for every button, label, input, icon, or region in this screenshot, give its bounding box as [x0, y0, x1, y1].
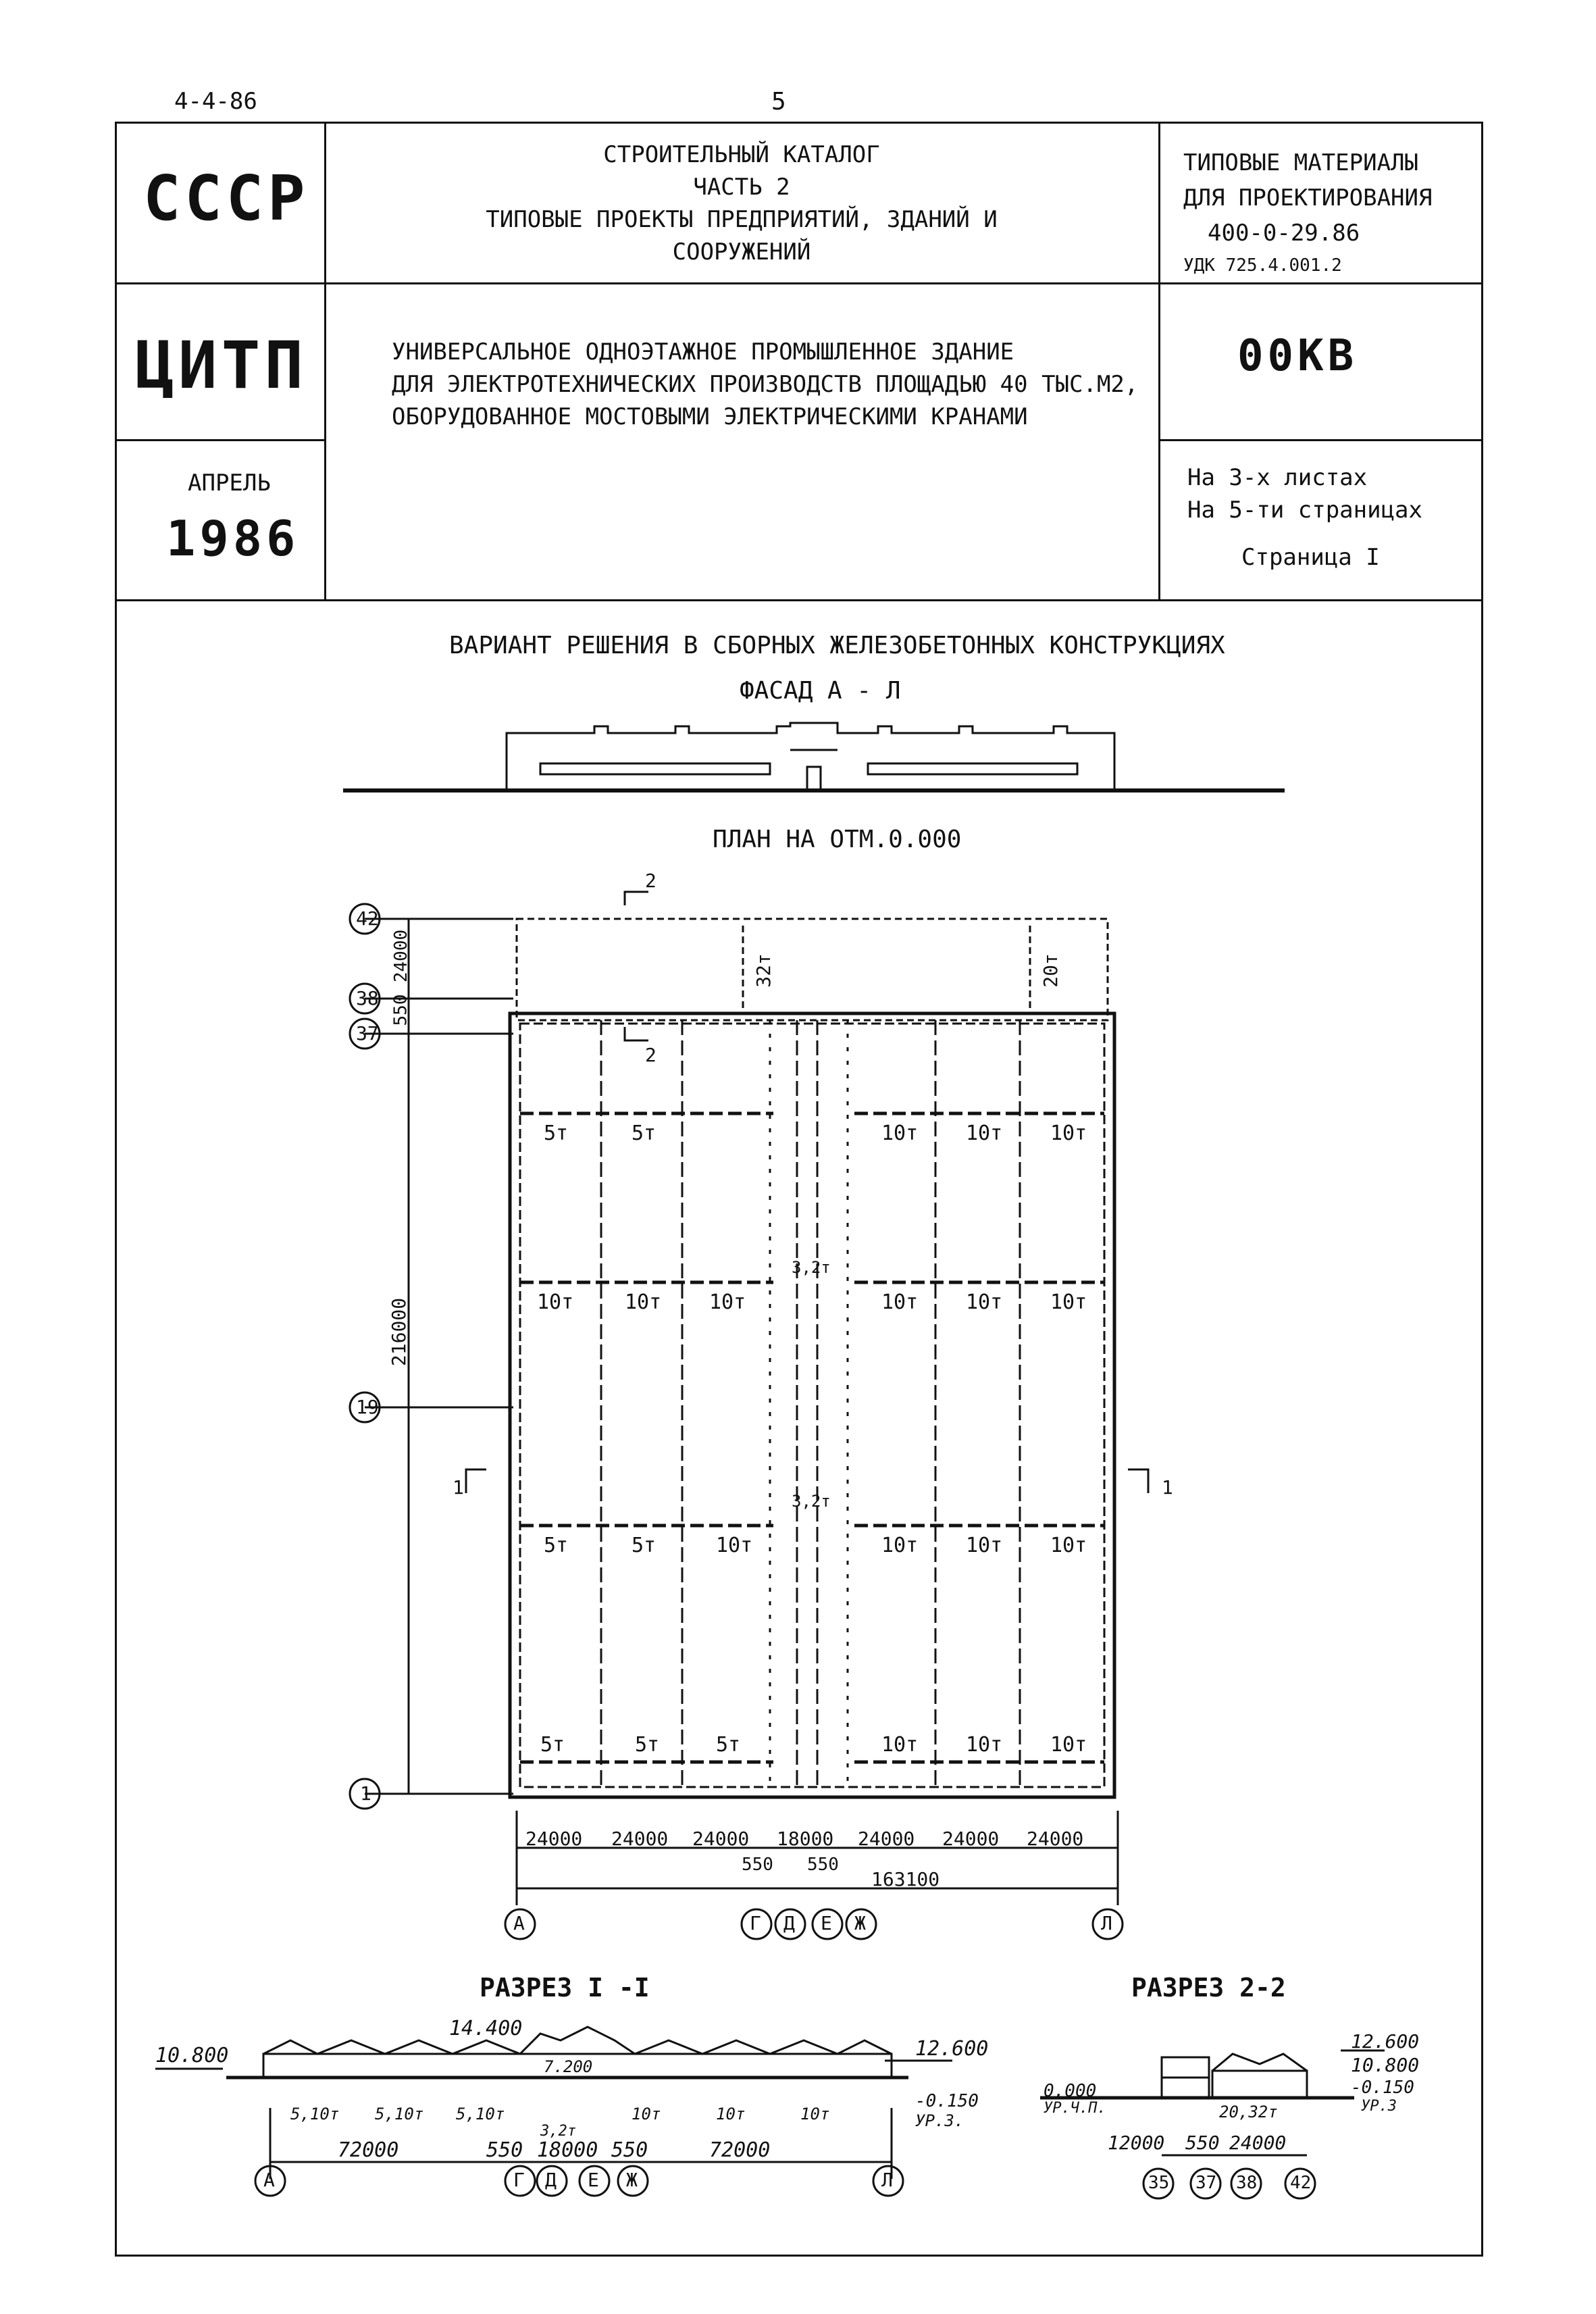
facade-elevation: [343, 723, 1285, 790]
dimension: 24000: [1229, 2132, 1287, 2154]
materials-line: ТИПОВЫЕ МАТЕРИАЛЫ: [1183, 149, 1418, 176]
crane-label: 10т: [716, 1534, 753, 1557]
page-number: 5: [771, 88, 786, 116]
axis-label: Д: [783, 1912, 795, 1934]
year-label: 1986: [166, 510, 300, 567]
crane-label: 10т: [625, 1290, 662, 1314]
institute-label: ЦИТП: [135, 328, 308, 403]
crane-label: 10т: [1050, 1534, 1087, 1557]
axis-label: 1: [360, 1782, 371, 1805]
axis-label: 19: [356, 1396, 379, 1418]
crane-label: 10т: [881, 1534, 919, 1557]
level-label: -0.150: [915, 2091, 979, 2111]
page-label: Страница I: [1241, 544, 1380, 571]
facade-title: ФАСАД А - Л: [740, 677, 901, 705]
project-code: 00КВ: [1237, 331, 1358, 381]
crane-label: 5,10т: [375, 2105, 424, 2123]
section-mark: 2: [645, 870, 657, 892]
axis-label: Г: [750, 1912, 761, 1934]
axis-label: 35: [1148, 2173, 1170, 2193]
project-line: УНИВЕРСАЛЬНОЕ ОДНОЭТАЖНОЕ ПРОМЫШЛЕННОЕ ЗДАНИЕ: [392, 338, 1014, 366]
axis-label: Ж: [854, 1912, 866, 1934]
level-label: 10.800: [155, 2044, 229, 2067]
axis-label: Е: [588, 2169, 599, 2191]
variant-title: ВАРИАНТ РЕШЕНИЯ В СБОРНЫХ ЖЕЛЕЗОБЕТОННЫХ КОНСТРУКЦИЯХ: [449, 632, 1225, 659]
axis-label: А: [513, 1912, 525, 1934]
crane-label: 10т: [800, 2105, 830, 2123]
axis-label: Е: [821, 1912, 832, 1934]
level-label: 0.000: [1044, 2081, 1097, 2101]
dimension: 72000: [338, 2138, 399, 2162]
level-label: 10.800: [1351, 2054, 1420, 2076]
dimension: 24000: [391, 929, 412, 983]
crane-label: 10т: [881, 1733, 919, 1757]
crane-label: 10т: [966, 1733, 1003, 1757]
catalog-line: СТРОИТЕЛЬНЫЙ КАТАЛОГ: [603, 141, 880, 168]
dimension: 24000: [611, 1828, 669, 1850]
dimension: 550: [807, 1855, 839, 1875]
materials-line: 400-0-29.86: [1208, 220, 1360, 247]
floor-plan: [365, 892, 1148, 1905]
dimension: 24000: [942, 1828, 1000, 1850]
catalog-line: ЧАСТЬ 2: [693, 174, 790, 201]
crane-label: 10т: [632, 2105, 661, 2123]
dimension: 72000: [709, 2138, 771, 2162]
axis-label: Г: [513, 2169, 525, 2191]
crane-label: 10т: [1050, 1290, 1087, 1314]
crane-label: 3,2т: [540, 2123, 576, 2140]
org-label: СССР: [143, 162, 309, 234]
crane-label: 3,2т: [792, 1258, 831, 1277]
crane-label: 5т: [632, 1534, 657, 1557]
axis-label: Ж: [626, 2169, 638, 2191]
axis-bubbles: [350, 904, 1123, 1939]
axis-label: 38: [356, 987, 379, 1009]
dimension: 12000: [1108, 2132, 1165, 2154]
dimension: 24000: [858, 1828, 915, 1850]
crane-label: 10т: [966, 1290, 1003, 1314]
level-label: 12.600: [1351, 2030, 1420, 2053]
crane-label: 5т: [544, 1122, 569, 1145]
crane-label: 10т: [537, 1290, 574, 1314]
section1-title: РАЗРЕЗ I -I: [480, 1973, 650, 2003]
doc-code: 4-4-86: [174, 88, 257, 115]
dimension: 18000: [777, 1828, 834, 1850]
axis-label: Л: [1101, 1912, 1112, 1934]
sheets-label: На 3-х листах: [1187, 464, 1368, 491]
crane-label: 10т: [881, 1122, 919, 1145]
dimension: 24000: [525, 1828, 583, 1850]
crane-label: 10т: [966, 1534, 1003, 1557]
dimension: 18000: [537, 2138, 598, 2162]
level-label: 12.600: [915, 2037, 989, 2061]
level-label: УР.З.: [915, 2111, 964, 2130]
project-line: ОБОРУДОВАННОЕ МОСТОВЫМИ ЭЛЕКТРИЧЕСКИМИ КРАНАМИ: [392, 403, 1028, 430]
section-mark: 1: [1162, 1476, 1173, 1499]
dimension: 550: [390, 994, 411, 1026]
level-label: -0.150: [1351, 2078, 1414, 2098]
dimension: 24000: [1027, 1828, 1084, 1850]
dimension: 550: [742, 1855, 773, 1875]
level-label: УР.З: [1361, 2098, 1397, 2115]
level-label: 14.400: [449, 2017, 523, 2040]
level-label: 7.200: [544, 2057, 593, 2076]
crane-label: 20т: [1039, 953, 1062, 988]
axis-label: 37: [356, 1022, 379, 1045]
section2-title: РАЗРЕЗ 2-2: [1131, 1973, 1286, 2003]
crane-label: 10т: [1050, 1733, 1087, 1757]
crane-label: 5т: [544, 1534, 569, 1557]
month-label: АПРЕЛЬ: [188, 470, 271, 497]
crane-label: 5т: [635, 1733, 660, 1757]
total-width: 163100: [871, 1868, 940, 1890]
crane-label: 5т: [540, 1733, 565, 1757]
crane-label: 5,10т: [290, 2105, 340, 2123]
axis-label: А: [263, 2169, 275, 2191]
udk-label: УДК 725.4.001.2: [1183, 255, 1342, 276]
materials-line: ДЛЯ ПРОЕКТИРОВАНИЯ: [1183, 184, 1433, 211]
crane-label: 5,10т: [456, 2105, 505, 2123]
axis-label: 38: [1236, 2173, 1258, 2193]
project-line: ДЛЯ ЭЛЕКТРОТЕХНИЧЕСКИХ ПРОИЗВОДСТВ ПЛОЩАДЬЮ 40 ТЫС.М2,: [392, 371, 1139, 398]
dimension: 550: [1185, 2132, 1220, 2154]
crane-label: 10т: [709, 1290, 746, 1314]
catalog-line: ТИПОВЫЕ ПРОЕКТЫ ПРЕДПРИЯТИЙ, ЗДАНИЙ И: [486, 206, 998, 233]
level-label: УР.Ч.П.: [1044, 2100, 1106, 2117]
axis-label: Д: [545, 2169, 557, 2191]
axis-label: Л: [881, 2169, 893, 2191]
dimension: 550: [611, 2138, 648, 2162]
dimension: 550: [486, 2138, 523, 2162]
axis-label: 37: [1195, 2173, 1217, 2193]
crane-label: 20,32т: [1219, 2103, 1278, 2121]
crane-label: 10т: [716, 2105, 746, 2123]
axis-label: 42: [356, 907, 379, 930]
dimension: 24000: [692, 1828, 750, 1850]
crane-label: 10т: [1050, 1122, 1087, 1145]
crane-label: 10т: [966, 1122, 1003, 1145]
axis-label: 42: [1290, 2173, 1312, 2193]
crane-label: 5т: [716, 1733, 741, 1757]
crane-label: 3,2т: [792, 1492, 831, 1511]
crane-label: 10т: [881, 1290, 919, 1314]
plan-title: ПЛАН НА ОТМ.0.000: [713, 826, 962, 853]
dimension: 216000: [388, 1297, 411, 1367]
pages-label: На 5-ти страницах: [1187, 497, 1422, 524]
catalog-line: СООРУЖЕНИЙ: [672, 238, 811, 266]
crane-label: 5т: [632, 1122, 657, 1145]
section-mark: 2: [645, 1044, 657, 1066]
section-mark: 1: [453, 1476, 464, 1499]
crane-label: 32т: [752, 953, 775, 988]
